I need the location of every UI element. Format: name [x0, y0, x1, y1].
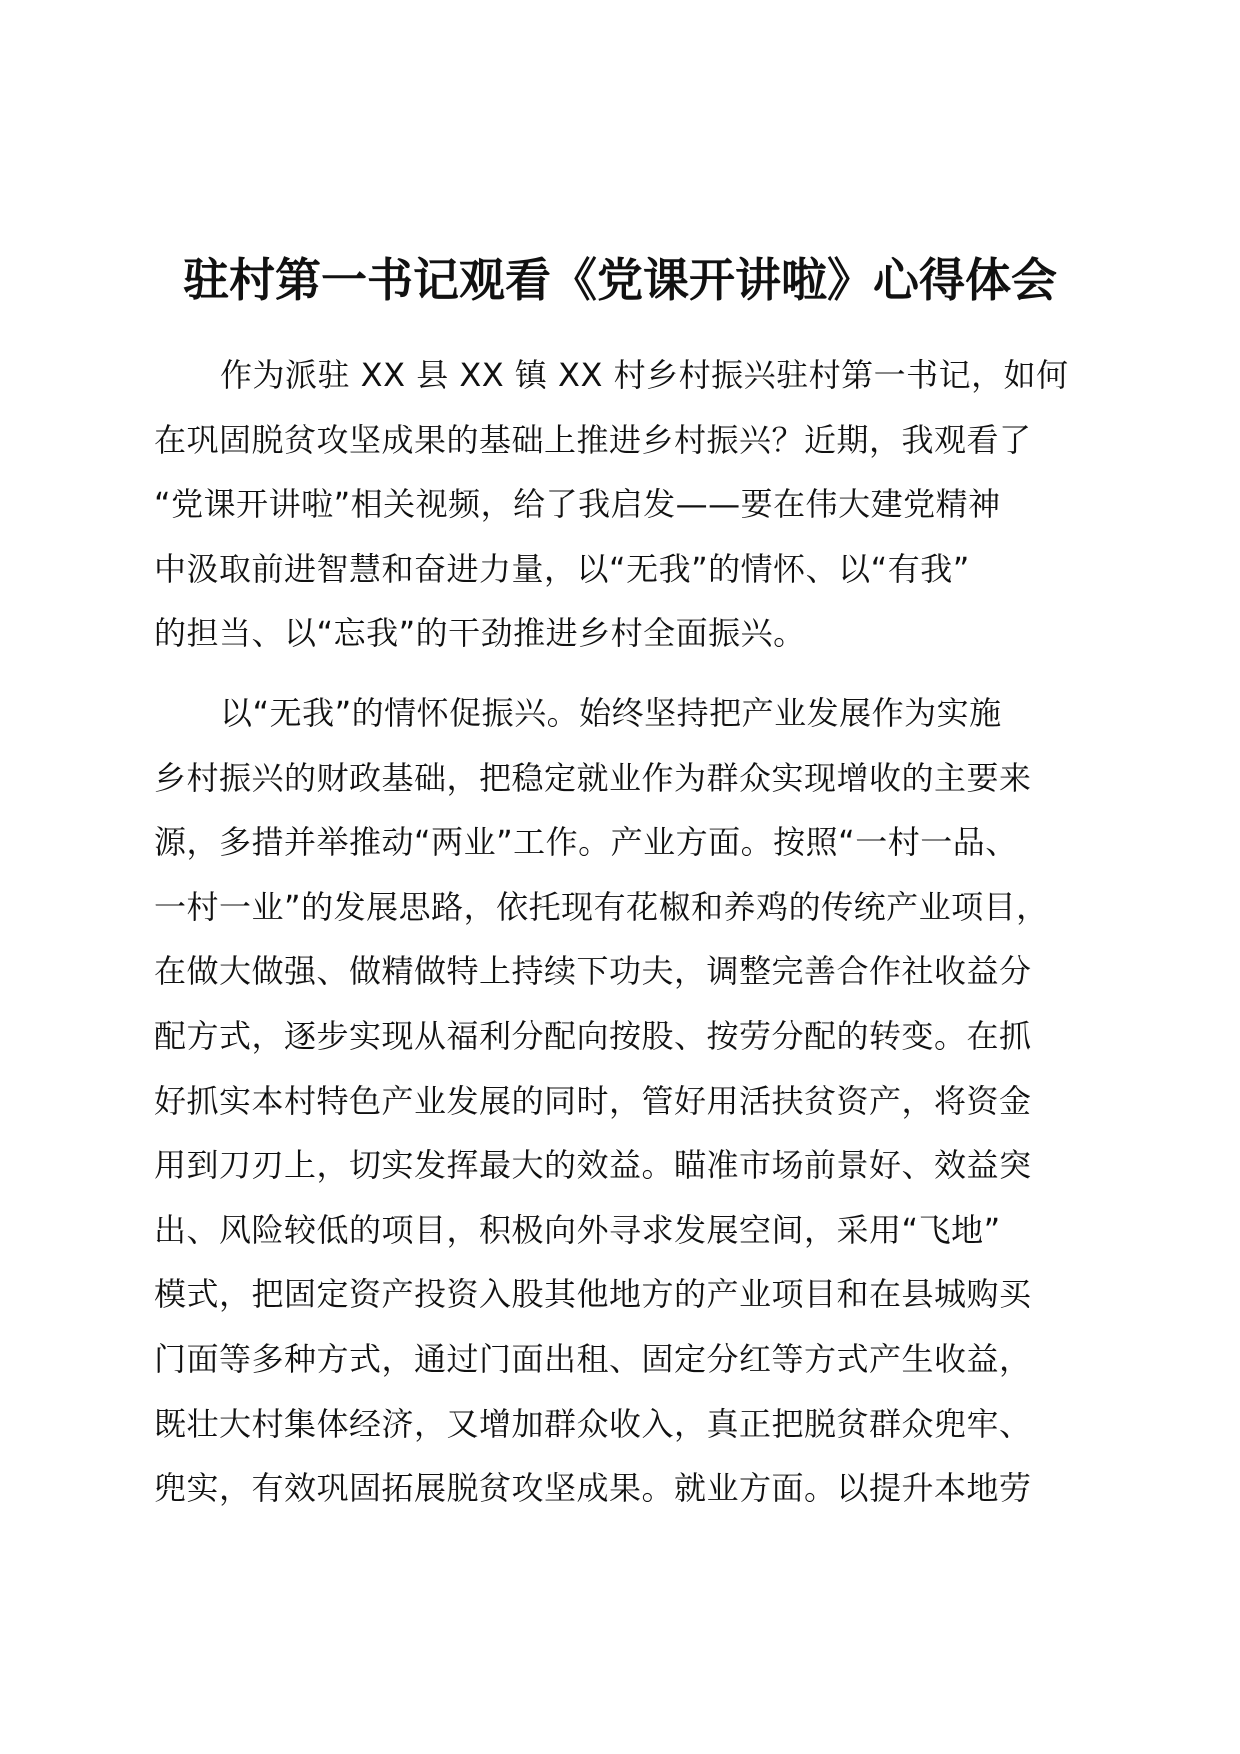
- paragraph-2: [154, 681, 1094, 1521]
- paragraph-1: [154, 343, 1094, 666]
- paragraph-line: 以“无我”的情怀促振兴。始终坚持把产业发展作为实施: [220, 693, 1002, 732]
- paragraph-line: 好抓实本村特色产业发展的同时，管好用活扶贫资产，将资金: [154, 1081, 1032, 1120]
- paragraph-line: 作为派驻 XX 县 XX 镇 XX 村乡村振兴驻村第一书记，如何: [220, 356, 1069, 394]
- paragraph-line: 乡村振兴的财政基础，把稳定就业作为群众实现增收的主要来: [154, 758, 1032, 797]
- paragraph-line: 既壮大村集体经济，又增加群众收入，真正把脱贫群众兜牢、: [154, 1404, 1032, 1443]
- paragraph-line: 兜实，有效巩固拓展脱贫攻坚成果。就业方面。以提升本地劳: [154, 1469, 1032, 1508]
- paragraph-line: 用到刀刃上，切实发挥最大的效益。瞄准市场前景好、效益突: [154, 1146, 1032, 1185]
- paragraph-spacer: [154, 666, 1094, 681]
- paragraph-line: 一村一业”的发展思路，依托现有花椒和养鸡的传统产业项目，: [154, 887, 1049, 926]
- paragraph-line: 中汲取前进智慧和奋进力量，以“无我”的情怀、以“有我”: [154, 549, 970, 588]
- paragraph-line: “党课开讲啦”相关视频，给了我启发——要在伟大建党精神: [154, 485, 1001, 524]
- paragraph-line: 模式，把固定资产投资入股其他地方的产业项目和在县城购买: [154, 1275, 1032, 1314]
- paragraph-line: 配方式，逐步实现从福利分配向按股、按劳分配的转变。在抓: [154, 1016, 1032, 1055]
- paragraph-line: 门面等多种方式，通过门面出租、固定分红等方式产生收益，: [154, 1339, 1032, 1378]
- document-title: 驻村第一书记观看《党课开讲啦》心得体会: [183, 253, 1057, 307]
- paragraph-line: 在巩固脱贫攻坚成果的基础上推进乡村振兴？近期，我观看了: [154, 420, 1032, 459]
- paragraph-line: 在做大做强、做精做特上持续下功夫，调整完善合作社收益分: [154, 952, 1032, 991]
- document-body: [154, 343, 1094, 1521]
- paragraph-line: 的担当、以“忘我”的干劲推进乡村全面振兴。: [154, 614, 806, 653]
- paragraph-line: 出、风险较低的项目，积极向外寻求发展空间，采用“飞地”: [154, 1210, 1001, 1249]
- paragraph-line: 源，多措并举推动“两业”工作。产业方面。按照“一村一品、: [154, 823, 1018, 862]
